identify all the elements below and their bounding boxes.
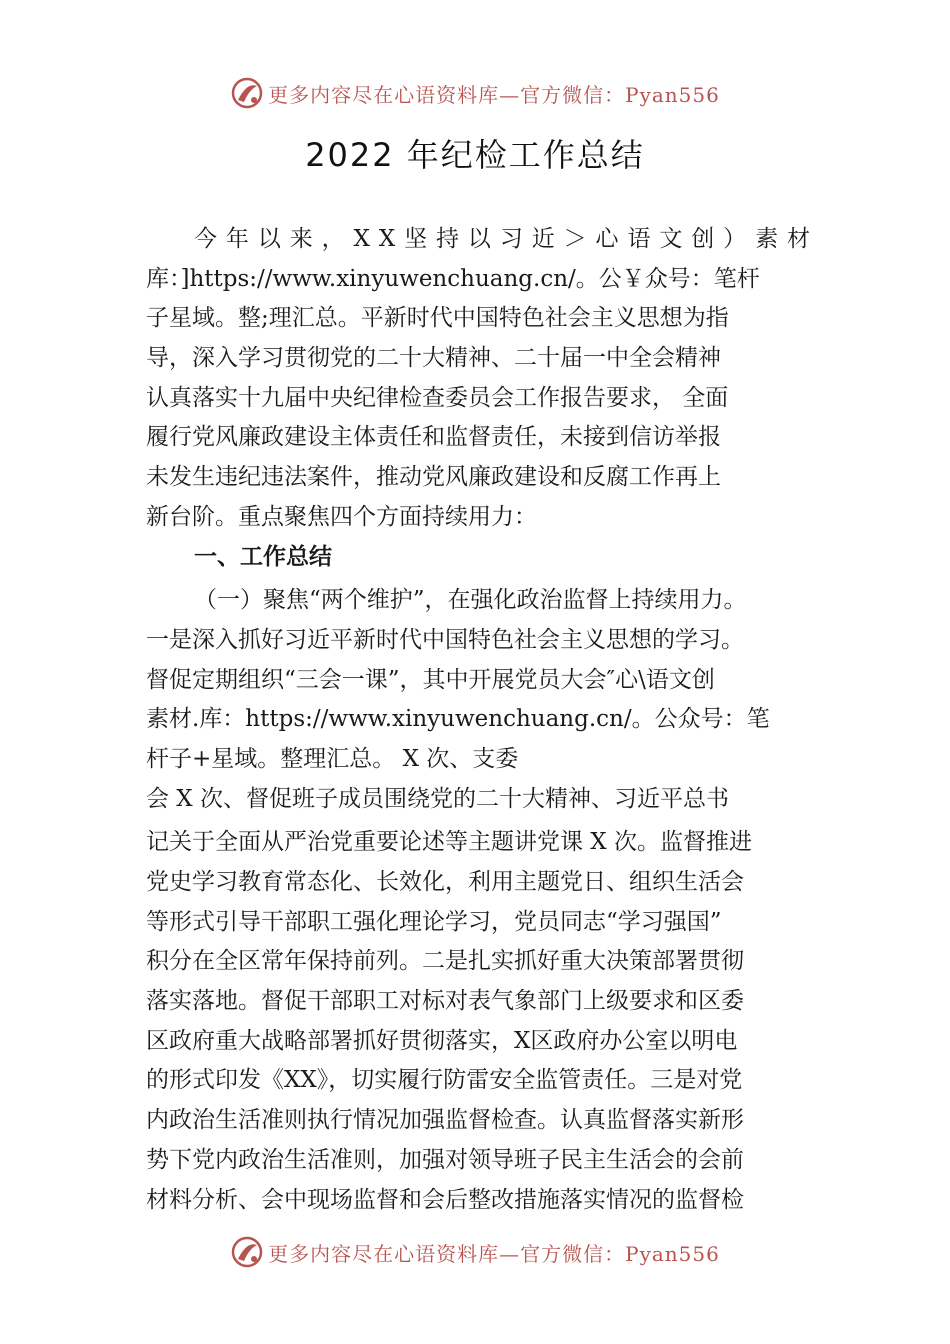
document-title: 2022 年纪检工作总结 <box>305 136 645 174</box>
glyph: 以 <box>257 226 281 252</box>
paragraph-line: 内政治生活准则执行情况加强监督检查。认真监督落实新形 <box>146 1107 744 1134</box>
paragraph-line: 落实落地。督促干部职工对标对表气象部门上级要求和区委 <box>146 988 744 1015</box>
brand-logo-icon <box>230 76 264 110</box>
glyph: 素 <box>755 226 779 252</box>
paragraph-line: 积分在全区常年保持前列。二是扎实抓好重大决策部署贯彻 <box>146 948 744 975</box>
glyph: ） <box>723 226 747 252</box>
document-body <box>146 220 810 1220</box>
glyph: 来 <box>289 226 313 252</box>
paragraph-line: 记关于全面从严治党重要论述等主题讲党课 X 次。监督推进 <box>146 829 752 856</box>
paragraph-line: 库：]https://www.xinyuwenchuang.cn/。公￥众号：笔杆 <box>146 265 760 292</box>
watermark-text: 更多内容尽在心语资料库—官方微信：Pyan556 <box>268 82 720 107</box>
footer-watermark-banner <box>0 1232 950 1272</box>
brand-logo-icon <box>230 1235 264 1269</box>
glyph: 语 <box>627 226 651 252</box>
glyph: 习 <box>499 226 523 252</box>
watermark-text: 更多内容尽在心语资料库—官方微信：Pyan556 <box>268 1241 720 1266</box>
glyph: X <box>353 226 370 252</box>
header-watermark-banner <box>0 73 950 113</box>
glyph: 创 <box>691 226 715 252</box>
paragraph-line: 未发生违纪违法案件，推动党风廉政建设和反腐工作再上 <box>146 464 721 491</box>
paragraph-line: 督促定期组织“三会一课”，其中开展党员大会″心\语文创 <box>146 666 715 693</box>
paragraph-line: 子星域。整;理汇总。平新时代中国特色社会主义思想为指 <box>146 305 729 332</box>
glyph: 坚 <box>404 226 428 252</box>
paragraph-line: 等形式引导干部职工强化理论学习，党员同志“学习强国” <box>146 908 722 935</box>
paragraph-line: 一是深入抓好习近平新时代中国特色社会主义思想的学习。 <box>146 626 744 653</box>
paragraph-line: 党史学习教育常态化、长效化，利用主题党日、组织生活会 <box>146 869 744 895</box>
glyph: 年 <box>225 226 249 252</box>
glyph: 材 <box>786 226 810 252</box>
glyph: 今 <box>194 226 217 252</box>
glyph: 心 <box>595 226 619 252</box>
paragraph-line: 区政府重大战略部署抓好贯彻落实，X区政府办公室以明电 <box>146 1027 738 1054</box>
paragraph-line: 履行党风廉政建设主体责任和监督责任，未接到信访举报 <box>146 424 721 451</box>
subsection-heading-line: （一）聚焦“两个维护”，在强化政治监督上持续用力。 <box>194 587 747 614</box>
paragraph-line: 杆子+星域。整理汇总。 X 次、支委 <box>146 745 519 772</box>
paragraph-line: 新台阶。重点聚焦四个方面持续用力： <box>146 503 537 530</box>
glyph: ＞ <box>563 226 587 252</box>
paragraph-line <box>146 220 810 260</box>
paragraph-line: 的形式印发《XX》，切实履行防雷安全监管责任。三是对党 <box>146 1067 743 1094</box>
section-heading: 一、工作总结 <box>194 543 332 570</box>
paragraph-line: 素材.库：https://www.xinyuwenchuang.cn/。公众号：笔 <box>146 706 770 733</box>
glyph: ， <box>321 226 345 252</box>
glyph: 文 <box>659 226 683 252</box>
paragraph-line: 导，深入学习贯彻党的二十大精神、二十届一中全会精神 <box>146 345 721 372</box>
paragraph-line: 认真落实十九届中央纪律检查委员会工作报告要求， 全面 <box>146 384 729 411</box>
glyph: 近 <box>531 226 555 252</box>
paragraph-line: 会 X 次、督促班子成员围绕党的二十大精神、习近平总书 <box>146 785 729 812</box>
glyph: X <box>378 226 396 252</box>
glyph: 持 <box>436 226 459 252</box>
paragraph-line: 材料分析、会中现场监督和会后整改措施落实情况的监督检 <box>146 1186 744 1213</box>
paragraph-line: 势下党内政治生活准则，加强对领导班子民主生活会的会前 <box>146 1146 744 1173</box>
glyph: 以 <box>467 226 491 252</box>
